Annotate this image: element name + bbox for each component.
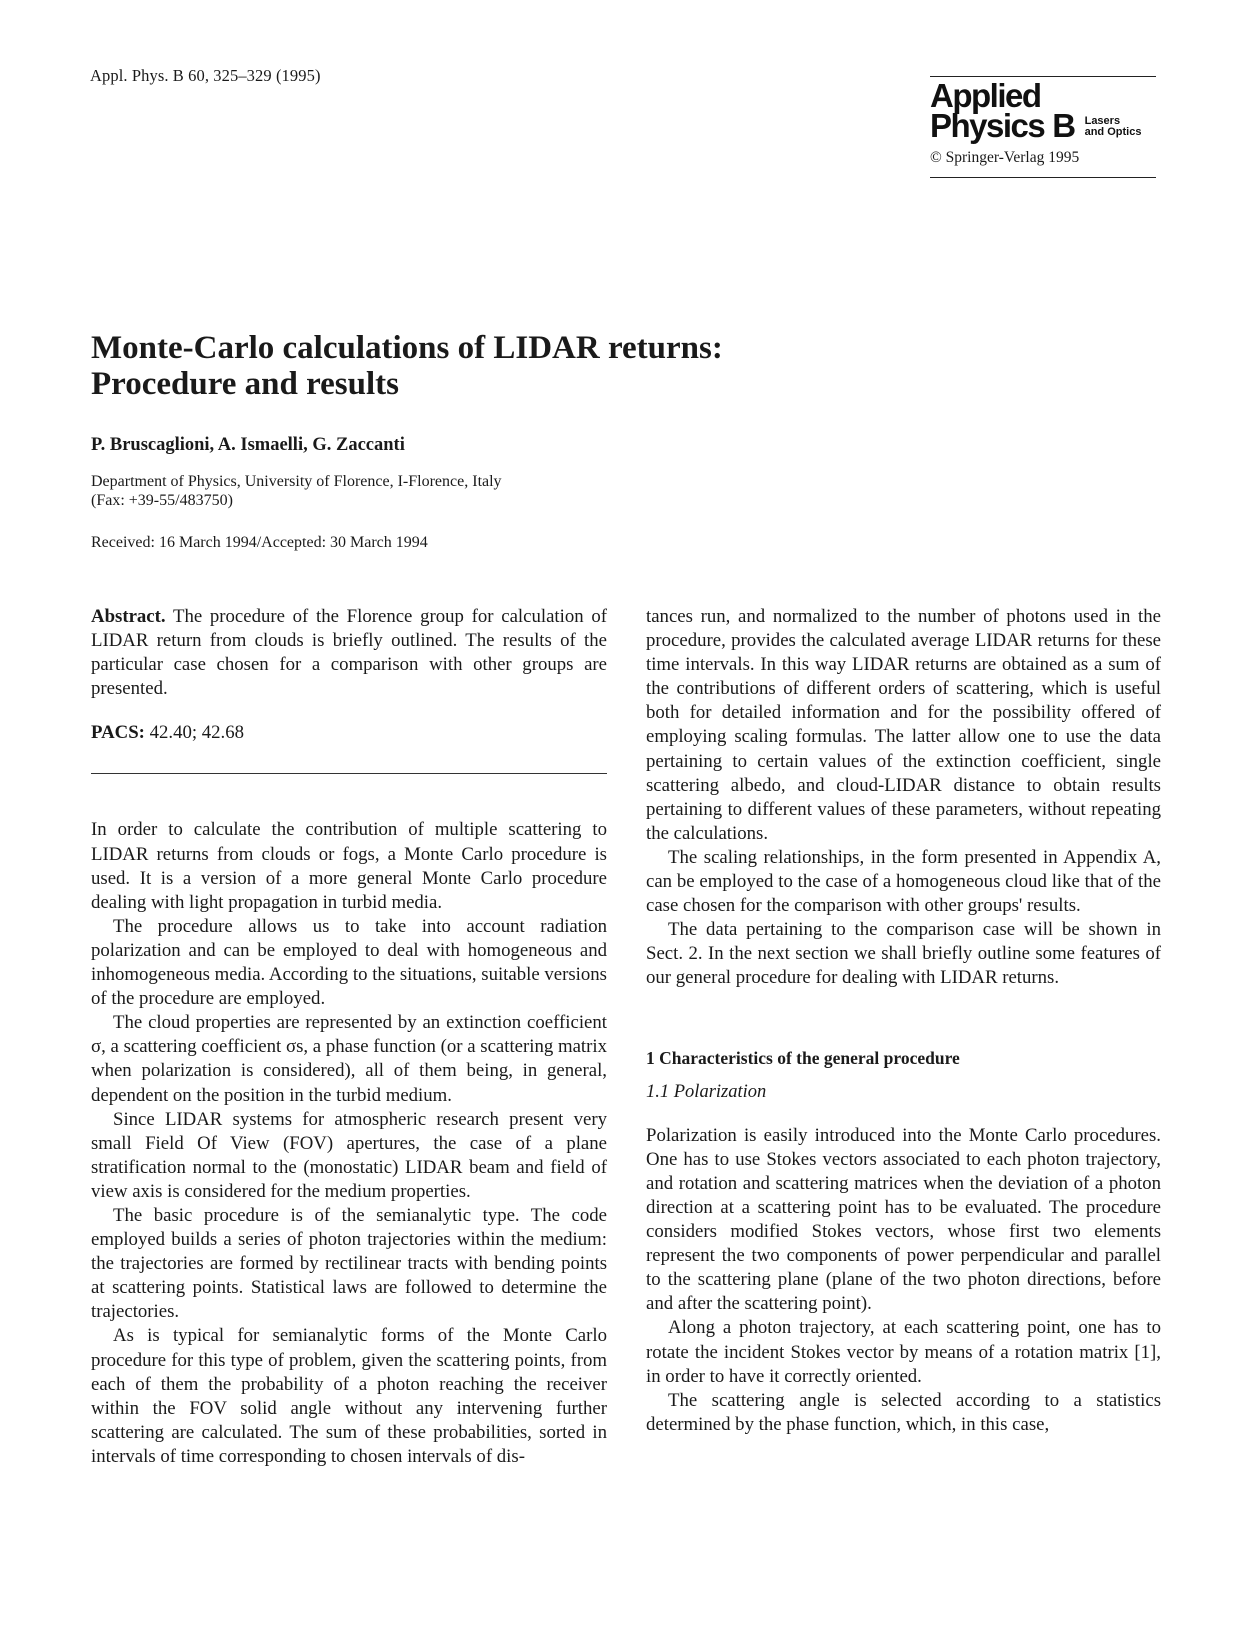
abstract-label: Abstract. bbox=[91, 606, 166, 627]
paragraph: Since LIDAR systems for atmospheric research present very small Field Of View (FOV) apertures, the case of a plane stratification normal to the (monostatic) LIDAR beam and field of view axis is considered for the medium properties. bbox=[91, 1108, 607, 1202]
paragraph: The scaling relationships, in the form presented in Appendix A, can be employed to the case of a homogeneous cloud like that of the case chosen for the comparison with other groups' results. bbox=[646, 846, 1161, 917]
article-title bbox=[91, 330, 891, 402]
title-line1: Monte-Carlo calculations of LIDAR returns: bbox=[91, 330, 723, 366]
abstract-separator bbox=[91, 773, 607, 774]
authors: P. Bruscaglioni, A. Ismaelli, G. Zaccanti bbox=[91, 435, 405, 455]
pacs-value: 42.40; 42.68 bbox=[144, 722, 245, 744]
affiliation bbox=[91, 472, 651, 510]
received-date: Received: 16 March 1994/Accepted: 30 March 1994 bbox=[91, 534, 428, 551]
paragraph: The procedure allows us to take into account radiation polarization and can be employed to deal with homogeneous and inhomogeneous media. According to the situations, suitable versions of the procedure are employed. bbox=[91, 915, 607, 1010]
journal-logo-line1: Applied bbox=[930, 77, 1041, 114]
paragraph: Along a photon trajectory, at each scattering point, one has to rotate the incident Stokes vector by means of a rotation matrix [1], in order to have it correctly oriented. bbox=[646, 1317, 1161, 1387]
abstract-text: The procedure of the Florence group for calculation of LIDAR return from clouds is briefly outlined. The results of the particular case chosen for a comparison with other groups are presented. bbox=[91, 606, 607, 700]
paragraph: The basic procedure is of the semianalytic type. The code employed builds a series of photon trajectories within the medium: the trajectories are formed by rectilinear tracts with bending points at scattering points. Statistical laws are followed to determine the trajectories. bbox=[91, 1204, 607, 1323]
journal-logo bbox=[930, 77, 1156, 144]
right-column bbox=[646, 605, 1161, 1437]
journal-logo-sub2: and Optics bbox=[1084, 126, 1142, 138]
affiliation-line1: Department of Physics, University of Florence, I-Florence, Italy bbox=[91, 473, 502, 490]
pacs-label: PACS: bbox=[91, 722, 145, 744]
left-column bbox=[91, 605, 607, 1469]
title-line2: Procedure and results bbox=[91, 366, 400, 402]
paragraph: Polarization is easily introduced into the Monte Carlo procedures. One has to use Stokes vectors associated to each photon trajectory, and rotation and scattering matrices when the deviation of a photon direction at a scattering point has to be evaluated. The procedure considers modified Stokes vectors, whose first two elements represent the two components of power perpendicular and parallel to the scattering plane (plane of the two photon directions, before and after the scattering point). bbox=[646, 1124, 1161, 1315]
bottom-rule bbox=[930, 177, 1156, 178]
affiliation-line2: (Fax: +39-55/483750) bbox=[91, 492, 233, 509]
section-heading: 1 Characteristics of the general procedure bbox=[646, 1047, 960, 1068]
journal-citation: Appl. Phys. B 60, 325–329 (1995) bbox=[90, 66, 321, 85]
journal-logo-box bbox=[930, 76, 1156, 178]
paragraph: The scattering angle is selected according to a statistics determined by the phase function, which, in this case, bbox=[646, 1389, 1161, 1435]
subsection-heading: 1.1 Polarization bbox=[646, 1081, 767, 1102]
journal-logo-subtitle bbox=[1085, 116, 1142, 138]
paragraph: The data pertaining to the comparison case will be shown in Sect. 2. In the next section we shall briefly outline some features of our general procedure for dealing with LIDAR returns. bbox=[646, 919, 1161, 989]
journal-logo-b: B bbox=[1052, 107, 1075, 144]
paragraph: As is typical for semianalytic forms of the Monte Carlo procedure for this type of problem, given the scattering points, from each of them the probability of a photon reaching the receiver within the FOV solid angle without any intervening further scattering are calculated. The sum of these probabilities, sorted in intervals of time corresponding to chosen intervals of dis- bbox=[91, 1325, 607, 1467]
abstract bbox=[91, 605, 607, 701]
paragraph: In order to calculate the contribution of multiple scattering to LIDAR returns from clouds or fogs, a Monte Carlo procedure is used. It is a version of a more general Monte Carlo procedure dealing with light propagation in turbid media. bbox=[91, 819, 607, 913]
journal-logo-physics: Physics bbox=[930, 107, 1045, 144]
copyright: © Springer-Verlag 1995 bbox=[930, 149, 1080, 166]
pacs bbox=[91, 721, 607, 745]
paragraph: The cloud properties are represented by an extinction coefficient σ, a scattering coefficient σs, a phase function (or a scattering matrix when polarization is considered), all of them being, in general, dependent on the position in the turbid medium. bbox=[91, 1012, 607, 1106]
journal-logo-sub1: Lasers bbox=[1084, 115, 1121, 127]
paragraph: tances run, and normalized to the number of photons used in the procedure, provides the calculated average LIDAR returns for these time intervals. In this way LIDAR returns are obtained as a sum of the contributions of different orders of scattering, which is useful both for detailed information and for the possibility offered of employing scaling formulas. The latter allow one to use the data pertaining to certain values of the extinction coefficient, single scattering albedo, and cloud-LIDAR distance to obtain results pertaining to different values of these parameters, without repeating the calculations. bbox=[646, 606, 1161, 844]
journal-logo-line2-row bbox=[930, 107, 1156, 144]
